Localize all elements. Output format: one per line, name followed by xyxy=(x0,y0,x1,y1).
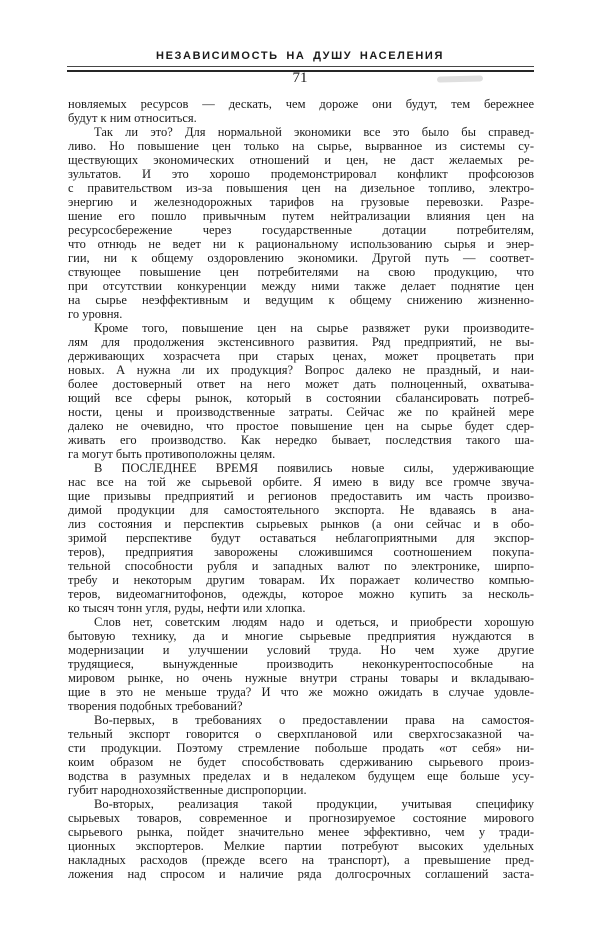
text-line: Во-первых, в требованиях о предоставлении права на самостоя- xyxy=(94,713,534,727)
text-line: сырьевых товаров, современное и прогнозируемое состояние мирового xyxy=(68,811,534,825)
text-line: требу и некоторым другим товарам. Их поражает количество компью- xyxy=(68,573,534,587)
text-line: тельный экспорт говорится о сверхплановой или сверхгосзаказной ча- xyxy=(68,727,534,741)
paragraph xyxy=(68,125,534,321)
body-text xyxy=(68,97,534,881)
text-line: зримой перспективе будут оставаться неблагоприятными для экспор- xyxy=(68,531,534,545)
text-line: ложения над спросом и наличие ряда долгосрочных соглашений заста- xyxy=(68,867,534,881)
text-line: ющий все сферы рынок, который в состоянии сбалансировать потреб- xyxy=(68,391,534,405)
text-line: тельной способности рубля и западных валют по электронике, ширпо- xyxy=(68,559,534,573)
paragraph xyxy=(68,713,534,797)
text-line: более достоверный ответ на него может дать полноценный, охватыва- xyxy=(68,377,534,391)
text-line: творения подобных требований? xyxy=(68,699,243,713)
scan-smudge-artifact xyxy=(437,75,483,82)
text-line: энергию и железнодорожных тарифов на грузовые перевозки. Разре- xyxy=(68,195,534,209)
header-rule-thin xyxy=(67,66,534,67)
text-line: накладных расходов (прежде всего на транспорт), а превышение пред- xyxy=(68,853,534,867)
text-line: бытовую технику, да и многие сырьевые предприятия нуждаются в xyxy=(68,629,534,643)
text-line: ливо. Но повышение цен только на сырье, вырванное из системы су- xyxy=(68,139,534,153)
text-line: Слов нет, советским людям надо и одеться, и приобрести хорошую xyxy=(94,615,534,629)
text-line: ствующее повышение цен потребителями на свою продукцию, что xyxy=(68,265,534,279)
text-line: коим образом не будет способствовать сдерживанию сырьевого произ- xyxy=(68,755,534,769)
text-line: сти продукции. Поэтому стремление побольше продать «от себя» ни- xyxy=(68,741,534,755)
paragraph xyxy=(68,321,534,461)
paragraph xyxy=(68,615,534,713)
text-line: зультатов. И это хорошо продемонстрировал конфликт профсоюзов xyxy=(68,167,534,181)
page-number: 71 xyxy=(292,70,308,86)
text-line: гии, ни к общему оздоровлению экономики. Другой путь — соответ- xyxy=(68,251,534,265)
text-line: ществующих экономических отношений и цен, не даст желаемых ре- xyxy=(68,153,534,167)
running-head: НЕЗАВИСИМОСТЬ НА ДУШУ НАСЕЛЕНИЯ xyxy=(156,50,444,62)
text-line: теров, видеомагнитофонов, одежды, которое можно купить за несколь- xyxy=(68,587,534,601)
text-line: будут к ним относиться. xyxy=(68,111,197,125)
text-line: га могут быть противоположны целям. xyxy=(68,447,276,461)
text-line: далеко не очевидно, что простое повышение цен на сырье будет сдер- xyxy=(68,419,534,433)
text-line: новляемых ресурсов — дескать, чем дороже они будут, тем бережнее xyxy=(68,97,534,111)
text-line: что отнюдь не ведет ни к рациональному использованию сырья и энер- xyxy=(68,237,534,251)
text-line: живать его производство. Как нередко бывает, последствия такого ша- xyxy=(68,433,534,447)
text-line: на сырье неэффективным и ведущим к общему снижению жизненно- xyxy=(68,293,534,307)
text-line: ресурсосбережение через государственные дотации потребителям, xyxy=(68,223,534,237)
text-line: теров), предприятия заворожены сложившимся соотношением покупа- xyxy=(68,545,534,559)
paragraph xyxy=(68,97,534,125)
text-line: Кроме того, повышение цен на сырье развяжет руки производите- xyxy=(94,321,534,335)
text-line: ционных экспортеров. Мелкие партии потребуют высоких удельных xyxy=(68,839,534,853)
text-line: лям для продолжения экстенсивного развития. Ряд предприятий, не вы- xyxy=(68,335,534,349)
text-line: щие призывы предприятий и регионов предоставить им часть произво- xyxy=(68,489,534,503)
text-line: сырьевого рынка, пойдет значительно менее эффективно, чем у тради- xyxy=(68,825,534,839)
text-line: В ПОСЛЕДНЕЕ ВРЕМЯ появились новые силы, удерживающие xyxy=(94,461,534,475)
text-line: ности, цены и производственные затраты. Сейчас же по крайней мере xyxy=(68,405,534,419)
text-line: новых. А нужна ли их продукция? Вопрос далеко не праздный, и наи- xyxy=(68,363,534,377)
text-line: мировом рынке, но очень нужные внутри страны товары и вкладываю- xyxy=(68,671,534,685)
text-line: модернизации и улучшении условий труда. Но чем хуже другие xyxy=(68,643,534,657)
text-line: с правительством из-за повышения цен на дизельное топливо, электро- xyxy=(68,181,534,195)
text-line: Так ли это? Для нормальной экономики все это было бы справед- xyxy=(94,125,534,139)
paragraph xyxy=(68,797,534,881)
text-line: щие в это не меньше труда? И что же можно ожидать в случае удовле- xyxy=(68,685,534,699)
text-line: губит народнохозяйственные диспропорции. xyxy=(68,783,307,797)
text-line: ко тысяч тонн угля, руды, нефти или хлопка. xyxy=(68,601,306,615)
text-line: димой продукции для самостоятельного экспорта. Не вдаваясь в ана- xyxy=(68,503,534,517)
text-line: лиз состояния и перспектив сырьевых рынков (а они сейчас и в обо- xyxy=(68,517,534,531)
text-line: при отсутствии конкуренции между ними также делает поднятие цен xyxy=(68,279,534,293)
text-line: нас все на той же сырьевой орбите. Я имею в виду все громче звуча- xyxy=(68,475,534,489)
text-line: Во-вторых, реализация такой продукции, учитывая специфику xyxy=(94,797,534,811)
text-line: го уровня. xyxy=(68,307,123,321)
text-line: шение его пошло привычным путем нейтрализации влияния цен на xyxy=(68,209,534,223)
text-line: держивающих хозрасчета при старых ценах, может процветать при xyxy=(68,349,534,363)
text-line: трудящиеся, вынужденные производить неконкурентоспособные на xyxy=(68,657,534,671)
paragraph xyxy=(68,461,534,615)
text-line: водства в разумных пределах и в недалеком будущем еще больше усу- xyxy=(68,769,534,783)
